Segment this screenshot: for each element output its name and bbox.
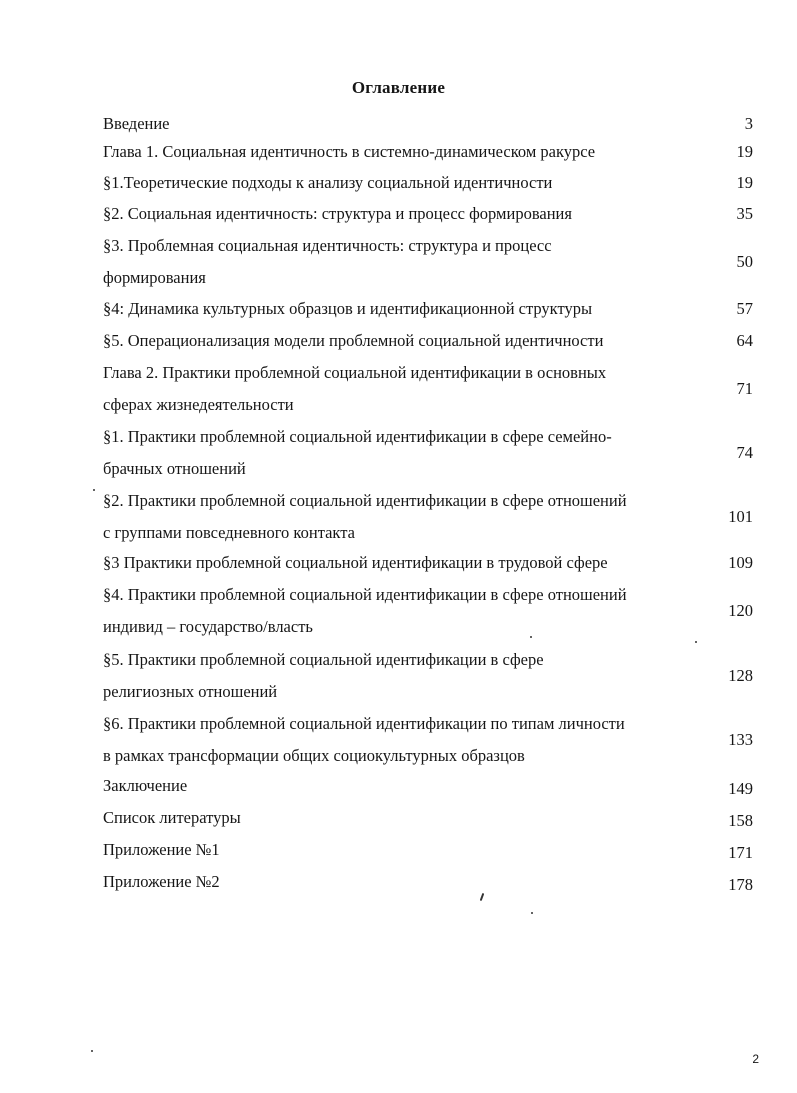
- toc-entry-page: 178: [728, 875, 753, 894]
- page-number: 2: [752, 1052, 759, 1066]
- toc-entry-title: §6. Практики проблемной социальной идентификации по типам личности в рамках трансформации общих социокультурных образцов: [103, 714, 625, 765]
- toc-entry-title: Список литературы: [103, 808, 241, 827]
- toc-entry-title: Заключение: [103, 776, 188, 795]
- toc-entry-title: §5. Практики проблемной социальной идентификации в сфере религиозных отношений: [103, 650, 544, 701]
- toc-entry-page: 133: [728, 729, 753, 749]
- toc-entry-page: 109: [728, 553, 753, 572]
- scan-speck: [530, 636, 532, 638]
- toc-entry-chapter-1: [103, 136, 753, 168]
- toc-entry-ch2-section-3: [103, 547, 753, 579]
- toc-entry-page: 158: [728, 811, 753, 830]
- toc-entry-page: 50: [736, 251, 753, 271]
- scan-speck: [93, 489, 95, 491]
- toc-entry-ch2-section-2: [103, 485, 753, 548]
- toc-entry-ch2-section-6: [103, 708, 753, 771]
- toc-entry-conclusion: [103, 770, 753, 802]
- toc-entry-title: §4: Динамика культурных образцов и идентификационной структуры: [103, 299, 593, 318]
- toc-title: Оглавление: [351, 78, 446, 97]
- toc-entry-title: §2. Социальная идентичность: структура и процесс формирования: [103, 204, 572, 223]
- toc-entry-title: §5. Операционализация модели проблемной социальной идентичности: [103, 331, 604, 350]
- toc-entry-page: 57: [736, 299, 753, 318]
- toc-entry-ch1-section-5: [103, 325, 753, 357]
- scan-speck: [695, 641, 697, 643]
- toc-entry-page: 101: [728, 506, 753, 526]
- toc-entry-bibliography: [103, 802, 753, 834]
- toc-entry-title: Глава 2. Практики проблемной социальной идентификации в основных сферах жизнедеятельности: [103, 363, 607, 414]
- toc-entry-title: §1.Теоретические подходы к анализу социальной идентичности: [103, 173, 553, 192]
- toc-entry-ch2-section-4: [103, 579, 753, 642]
- scan-speck: [531, 912, 533, 914]
- toc-entry-ch1-section-1: [103, 167, 753, 199]
- toc-entry-page: 64: [736, 331, 753, 350]
- toc-entry-title: §3. Проблемная социальная идентичность: структура и процесс формирования: [103, 236, 552, 287]
- toc-entry-introduction: [103, 108, 753, 140]
- toc-entry-appendix-2: [103, 866, 753, 898]
- toc-entry-title: Приложение №1: [103, 840, 220, 859]
- toc-entry-ch1-section-3: [103, 230, 753, 293]
- toc-entry-title: Приложение №2: [103, 872, 220, 891]
- toc-entry-page: 120: [728, 600, 753, 620]
- toc-entry-page: 149: [728, 779, 753, 798]
- toc-entry-ch2-section-1: [103, 421, 753, 484]
- toc-entry-page: 35: [736, 204, 753, 223]
- toc-entry-title: §2. Практики проблемной социальной идентификации в сфере отношений с группами повседневного контакта: [103, 491, 627, 542]
- scan-speck: [91, 1050, 93, 1052]
- toc-entry-page: 3: [744, 114, 753, 133]
- toc-entry-title: §1. Практики проблемной социальной идентификации в сфере семейно- брачных отношений: [103, 427, 612, 478]
- toc-entry-title: §4. Практики проблемной социальной идентификации в сфере отношений индивид – государство/власть: [103, 585, 627, 636]
- toc-entry-ch2-section-5: [103, 644, 753, 707]
- toc-entry-appendix-1: [103, 834, 753, 866]
- toc-entry-page: 19: [736, 142, 753, 161]
- toc-entry-chapter-2: [103, 357, 753, 420]
- toc-entry-page: 74: [736, 442, 753, 462]
- toc-entry-title: Глава 1. Социальная идентичность в системно-динамическом ракурсе: [103, 142, 596, 161]
- toc-entry-title: Введение: [103, 114, 170, 133]
- toc-entry-title: §3 Практики проблемной социальной идентификации в трудовой сфере: [103, 553, 608, 572]
- toc-entry-page: 19: [736, 173, 753, 192]
- toc-entry-ch1-section-2: [103, 198, 753, 230]
- toc-entry-page: 71: [736, 378, 753, 398]
- toc-entry-ch1-section-4: [103, 293, 753, 325]
- toc-entry-page: 171: [728, 843, 753, 862]
- toc-entry-page: 128: [728, 665, 753, 685]
